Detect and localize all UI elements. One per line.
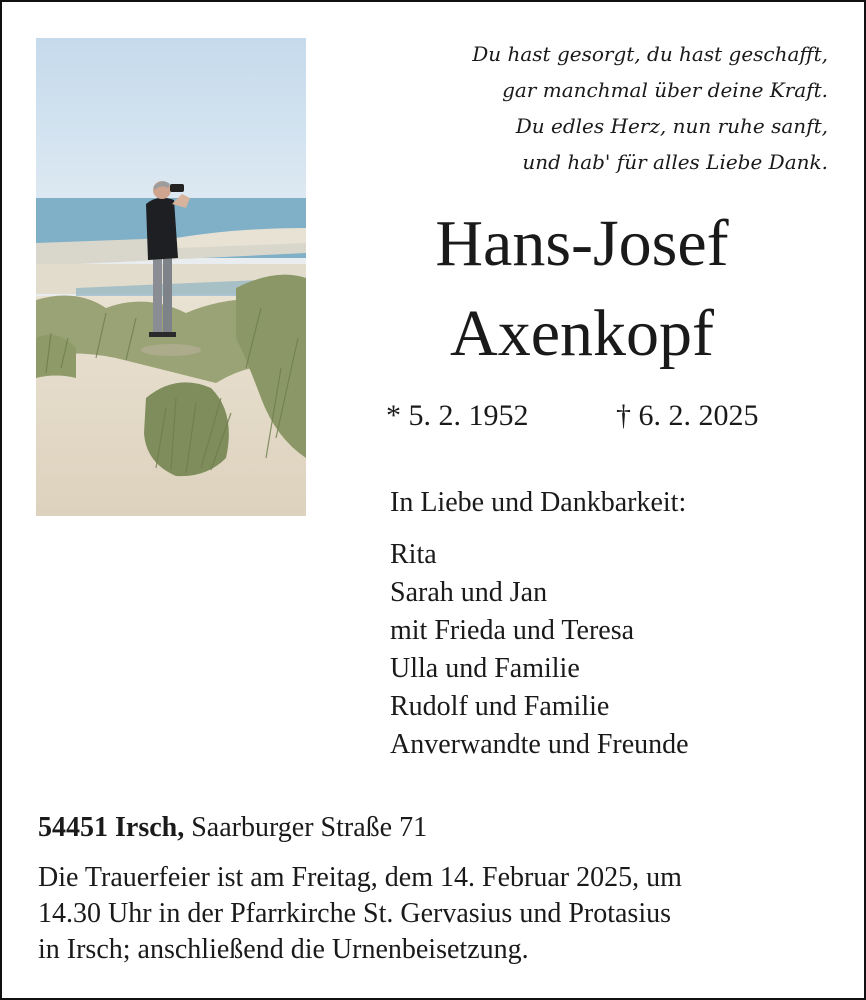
- funeral-details: [38, 860, 838, 968]
- deceased-first-name: Hans-Josef: [435, 207, 729, 280]
- death-date: † 6. 2. 2025: [616, 399, 759, 432]
- mourner-name: Anverwandte und Freunde: [390, 729, 689, 760]
- poem-line: und hab' für alles Liebe Dank.: [522, 150, 828, 174]
- mourner-name: Sarah und Jan: [390, 577, 548, 608]
- poem-line: Du hast gesorgt, du hast geschafft,: [472, 42, 828, 66]
- funeral-line: 14.30 Uhr in der Pfarrkirche St. Gervasius und Protasius: [38, 898, 672, 929]
- mourner-name: Rudolf und Familie: [390, 691, 610, 722]
- mourner-name: Rita: [390, 539, 437, 570]
- memorial-photo: [36, 38, 306, 516]
- mourners-list: [390, 536, 689, 764]
- address-street: Saarburger Straße 71: [191, 812, 428, 843]
- mourners-heading: In Liebe und Dankbarkeit:: [390, 487, 687, 518]
- deceased-last-name: Axenkopf: [450, 297, 714, 370]
- memorial-poem: [408, 36, 828, 180]
- life-dates: [386, 396, 759, 436]
- address-city: 54451 Irsch,: [38, 812, 185, 843]
- funeral-line: in Irsch; anschließend die Urnenbeisetzung.: [38, 934, 529, 965]
- poem-line: gar manchmal über deine Kraft.: [502, 78, 828, 102]
- birth-date: * 5. 2. 1952: [386, 399, 529, 432]
- beach-dune-image: [36, 38, 306, 516]
- funeral-line: Die Trauerfeier ist am Freitag, dem 14. Februar 2025, um: [38, 862, 682, 893]
- mourner-name: mit Frieda und Teresa: [390, 615, 635, 646]
- family-address: [38, 808, 427, 848]
- mourner-name: Ulla und Familie: [390, 653, 580, 684]
- poem-line: Du edles Herz, nun ruhe sanft,: [515, 114, 828, 138]
